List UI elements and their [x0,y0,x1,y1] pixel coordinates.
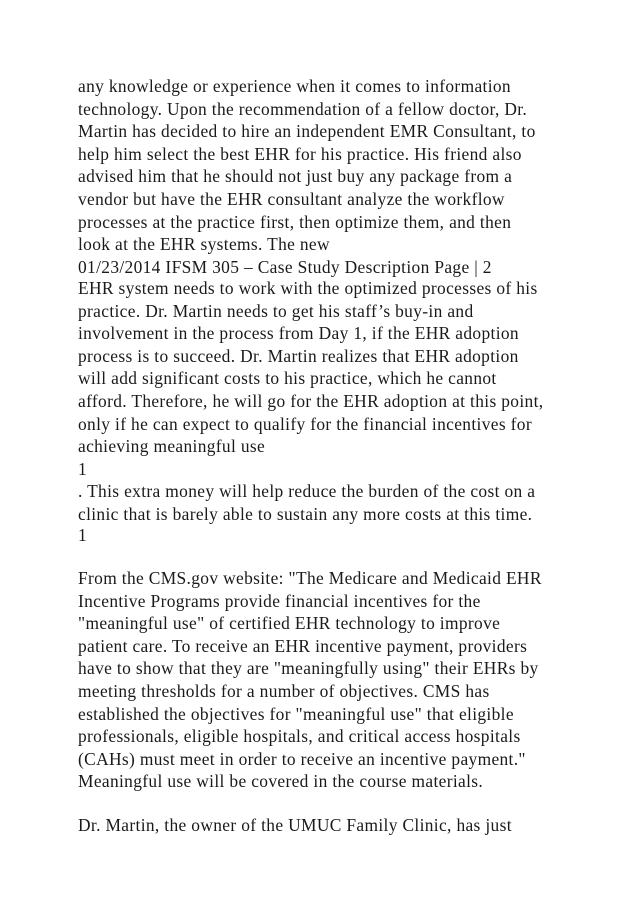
text-line: practice. Dr. Martin needs to get his staff’s buy-in and [78,300,474,321]
text-line: EHR system needs to work with the optimized processes of his [78,278,538,298]
paragraph-intro-continued [78,75,608,278]
text-line: Meaningful use will be covered in the course materials. [78,771,484,792]
text-line: process is to succeed. Dr. Martin realizes that EHR adoption [78,345,519,366]
text-line: Incentive Programs provide financial incentives for the [78,590,481,611]
text-line: achieving meaningful use [78,436,266,457]
footnote-marker: 1 [78,525,88,545]
text-line: professionals, eligible hospitals, and critical access hospitals [78,726,521,747]
paragraph-cms-quote [78,567,608,793]
text-line: clinic that is barely able to sustain any more costs at this time. [78,503,533,524]
paragraph-ehr-system [78,277,608,526]
text-line: . This extra money will help reduce the burden of the cost on a [78,481,536,502]
text-line: look at the EHR systems. The new [78,234,330,255]
text-line: patient care. To receive an EHR incentive payment, providers [78,635,528,656]
text-line: From the CMS.gov website: "The Medicare and Medicaid EHR [78,568,542,588]
text-line: "meaningful use" of certified EHR technology to improve [78,613,501,634]
text-line: advised him that he should not just buy any package from a [78,166,513,187]
text-line: Dr. Martin, the owner of the UMUC Family Clinic, has just [78,815,512,835]
footnote-number [78,524,608,547]
text-line: any knowledge or experience when it comes to information [78,76,511,96]
text-line: will add significant costs to his practice, which he cannot [78,368,497,389]
text-line: meeting thresholds for a number of objectives. CMS has [78,680,490,701]
text-line: Martin has decided to hire an independent EMR Consultant, to [78,121,536,142]
text-line: vendor but have the EHR consultant analyze the workflow [78,188,505,209]
footnote-marker: 1 [78,458,88,479]
text-line: involvement in the process from Day 1, if the EHR adoption [78,323,519,344]
page-footer-line: 01/23/2014 IFSM 305 – Case Study Description Page | 2 [78,256,492,277]
text-line: afford. Therefore, he will go for the EHR adoption at this point, [78,390,544,411]
text-line: technology. Upon the recommendation of a fellow doctor, Dr. [78,98,528,119]
text-line: (CAHs) must meet in order to receive an incentive payment." [78,748,526,769]
text-line: established the objectives for "meaningful use" that eligible [78,703,514,724]
paragraph-dr-martin [78,814,608,837]
text-line: help him select the best EHR for his practice. His friend also [78,143,522,164]
text-line: have to show that they are "meaningfully using" their EHRs by [78,658,539,679]
text-line: only if he can expect to qualify for the financial incentives for [78,413,532,434]
text-line: processes at the practice first, then optimize them, and then [78,211,512,232]
